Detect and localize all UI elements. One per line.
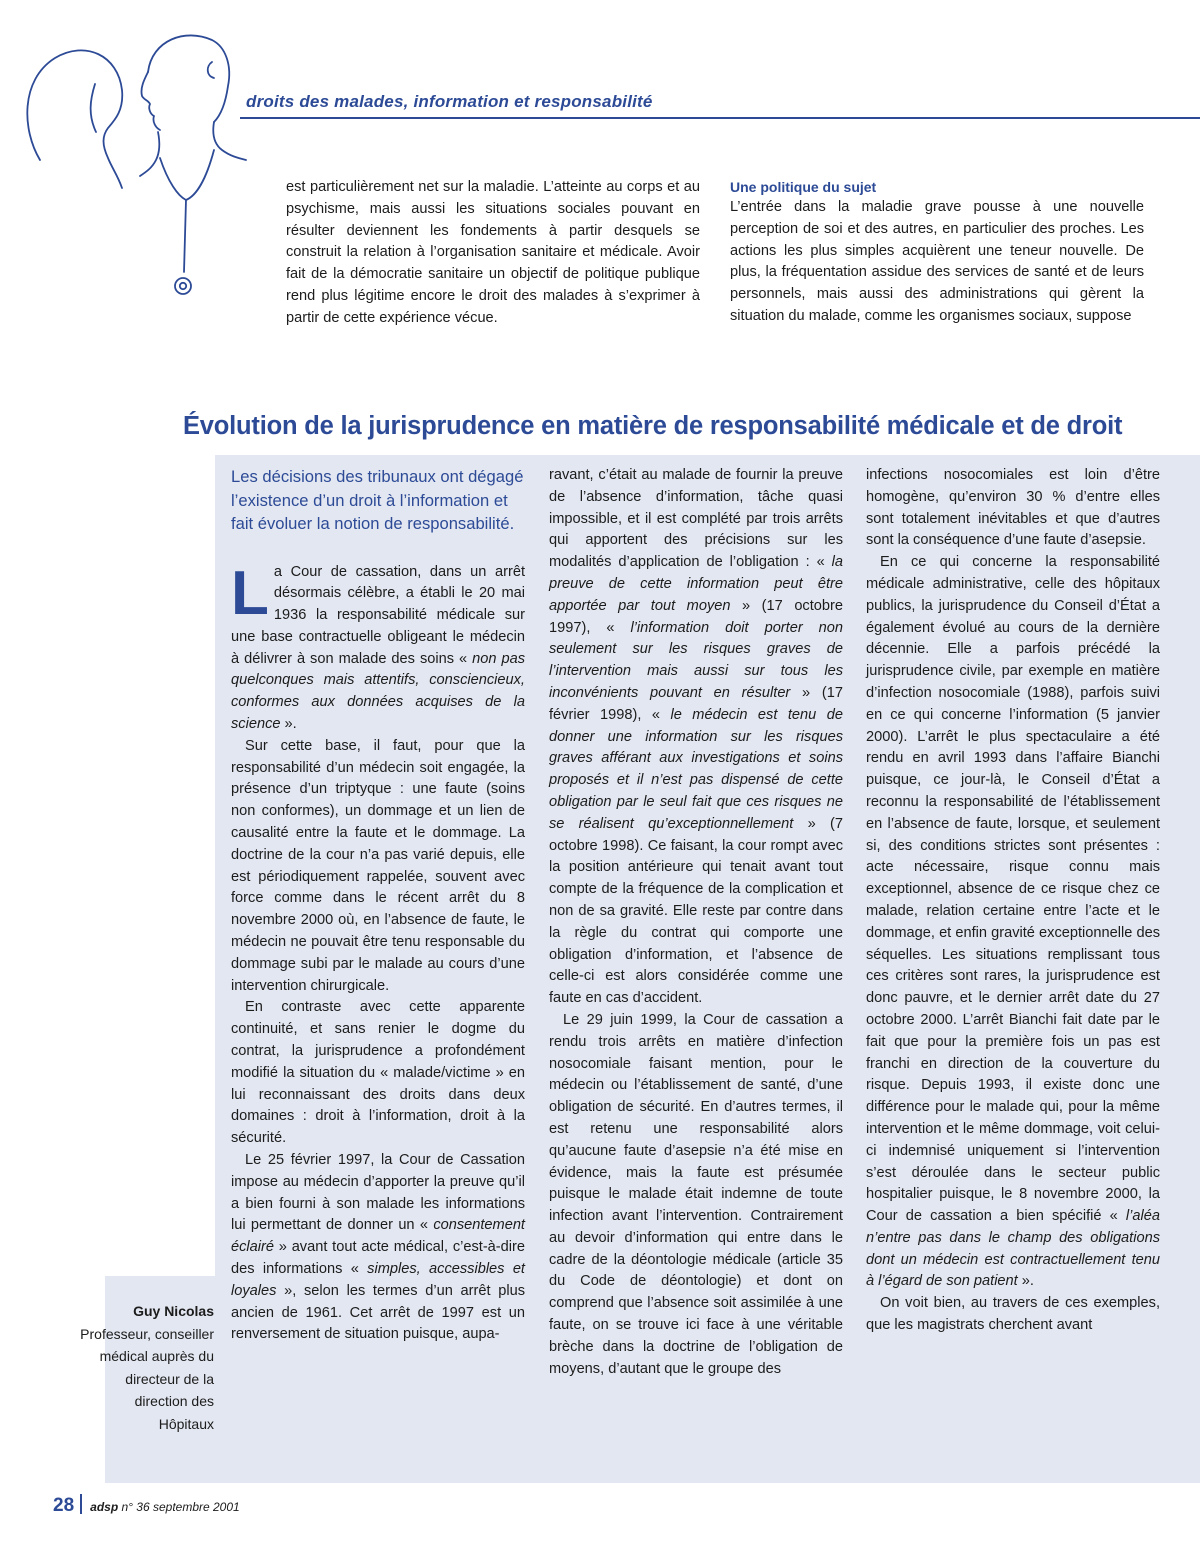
article-title: Évolution de la jurisprudence en matière de responsabilité médicale et de droit [183,412,1123,440]
lead-paragraph: Les décisions des tribunaux ont dégagé l’existence d’un droit à l’information et fait évoluer la notion de responsabilité. [231,467,524,533]
paragraph-4-split-2: ravant, c’était au malade de fournir la preuve de l’absence d’information, tâche quasi impossible, et il est complété par trois arrêts qui apportent des précisions sur les modalités d’application de l’obligation : « [549,467,843,571]
header-rule [240,117,1200,119]
paragraph-6: En ce qui concerne la responsabilité médicale administrative, celle des hôpitaux publics, la jurisprudence du Conseil d’État a également évolué au cours de la dernière décennie. Elle a parfois précédé la jurisprudence civile, par exemple en matière d’infection nosocomiale (1988), parfois suivi en ce qui concerne l’information (5 janvier 2000). L’arrêt le plus spectaculaire a été rendu en avril 1993 dans l’affaire Bianchi puisque, ce jour-là, le Conseil d’État a reconnu la responsabilité de l’établissement en l’absence de faute, lorsque, et seulement si, des conditions strictes sont présentes : acte nécessaire, risque connu mais exceptionnel, absence de ce risque chez ce malade, relation certaine entre l’acte et le dommage, et enfin gravité exceptionnelle des séquelles. Les situations remplissant tous ces critères sont rares, la jurisprudence est donc pauvre, et le dernier arrêt date du 27 octobre 2000. L’arrêt Bianchi fait date par le fait que pour la première fois un pas est franchi en direction de la couverture du risque. Depuis 1993, il existe donc une différence pour le malade qui, pour la même intervention et le même dommage, voit celui-ci indemnisé uniquement si l’intervention s’est déroulée dans le secteur public hospitalier puisque, le 8 novembre 2000, la Cour de cassation a bien spécifié « l’aléa n’entre pas dans le champ des obligations dont un médecin est contractuellement tenu à l’égard de son patient ». [866,554,1160,1290]
paragraph-5-split-1: Le 29 juin 1999, la Cour de cassation a rendu trois arrêts en matière d’infection nosocomiale faisant mention, pour le médecin ou l’établissement de santé, d’une obligation de sécurité. En d’autres termes, il est retenu une responsabilité alors qu’aucune faute d’asepsie n’a été mise en évidence, mais la faute est présumée puisque le malade était indemne de toute infection avant l’intervention. Contrairement au devoir d’information qui entre dans le cadre de la déontologie médicale (article 35 du Code de déontologie) et dont on comprend que l’absence soit assimilée à une faute, on se trouve ici face à une véritable brèche dans la doctrine de l’obligation de moyens, d’autant que le groupe des [549,1011,843,1377]
author-box [80,1300,214,1436]
drop-cap: L [231,558,269,628]
top-right-column [730,177,1144,328]
top-left-column: est particulièrement net sur la maladie. L’atteinte au corps et au psychisme, mais aussi les situations sociales pouvant en résulter deviennent les fondements à partir desquels se construit la relation à l’organisation sanitaire et médicale. Avoir fait de la démocratie sanitaire un objectif de politique publique rend plus légitime encore le droit des malades à s’exprimer à partir de cette expérience vécue. [286,179,700,326]
author-role: Professeur, conseiller médical auprès du directeur de la direction des Hôpitaux [80,1325,214,1432]
article-column-1 [231,465,525,1346]
paragraph-1: La Cour de cassation, dans un arrêt désormais célèbre, a établi le 20 mai 1936 la responsabilité médicale sur une base contractuelle obligeant le médecin à délivrer à son malade des soins « non pas quelconques mais attentifs, consciencieux, conformes aux données acquises de la science ». [231,558,525,733]
paragraph-4-start: Le 25 février 1997, la Cour de Cassation impose au médecin d’apporter la preuve qu’il a bien fourni à son malade les informations lui permettant de donner un « consentement éclairé » avant tout acte médical, c’est-à-dire des informations « simples, accessibles et loyales », selon les termes d’un arrêt plus ancien de 1961. Cet arrêt de 1997 est un renversement de situation puisque, aupa- [231,1152,525,1343]
paragraph-4-split-1: », selon les termes d’un arrêt plus ancien de 1961. Cet arrêt de 1997 est un renversement de situation puisque, aupa- [231,1282,525,1343]
article-column-3 [866,465,1160,1337]
paragraph-3: En contraste avec cette apparente continuité, et sans renier le dogme du contrat, la jurisprudence a profondément modifié la situation du « malade/victime » en lui reconnaissant des droits dans deux domaines : droit à l’information, droit à la sécurité. [231,999,525,1147]
paragraph-5-start [549,1010,843,1381]
article-column-2 [549,465,843,1380]
top-right-text: L’entrée dans la maladie grave pousse à une nouvelle perception de soi et des autres, en particulier des proches. Les actions les plus simples acquièrent une teneur nouvelle. De plus, la fréquentation assidue des services de santé et de leurs personnels, mais aussi des administrations qui gèrent la situation du malade, comme les organismes sociaux, suppose [730,199,1144,324]
journal-name: adsp [90,1500,119,1514]
paragraph-5-continued [866,465,1160,552]
paragraph-2: Sur cette base, il faut, pour que la responsabilité d’un médecin soit engagée, la présence d’un triptyque : une faute (soins non conformes), un dommage et un lien de causalité entre la faute et le dommage. La doctrine de la cour n’a pas varié depuis, elle est périodiquement rappelée, souvent avec force comme dans le récent arrêt du 8 novembre 2000 où, en l’absence de faute, le médecin ne pouvait être tenu responsable du dommage subi par le malade au cours d’une intervention chirurgicale. [231,737,525,994]
paragraph-4-continued: ravant, c’était au malade de fournir la preuve de l’absence d’information, tâche quasi impossible, et il est complété par trois arrêts qui apportent des précisions sur les modalités d’application de l’obligation : « la preuve de cette information peut être apportée par tout moyen » (17 octobre 1997), « l’information doit porter non seulement sur les risques graves de l’intervention mais aussi sur tous les inconvénients pouvant en résulter » (17 février 1998), « le médecin est tenu de donner une information sur les risques graves afférant aux investigations et soins proposés et il n’est pas dispensé de cette obligation par le seul fait que ces risques ne se réalisent qu’exceptionnellement » (7 octobre 1998). Ce faisant, la cour rompt avec la position antérieure qui tenait avant tout compte de la fréquence de la complication et non de sa gravité. Elle reste par contre dans la règle du contrat qui comporte une obligation d’information, et l’absence de celle-ci est alors considérée comme une faute en cas d’accident. [549,467,844,1007]
running-head: droits des malades, information et responsabilité [246,92,653,111]
section-subhead: Une politique du sujet [730,179,877,195]
page-number: 28 [53,1495,75,1516]
stethoscope-profiles-logo [0,10,250,300]
footer-separator [80,1494,82,1514]
issue-info: n° 36 septembre 2001 [118,1500,240,1514]
page-footer [53,1494,240,1517]
author-name: Guy Nicolas [133,1303,214,1319]
paragraph-7: On voit bien, au travers de ces exemples, que les magistrats cherchent avant [866,1295,1160,1334]
paragraph-5-split-2: infections nosocomiales est loin d’être homogène, qu’environ 30 % d’entre elles sont totalement inévitables et que d’autres sont la conséquence d’une faute d’asepsie. [866,467,1160,549]
